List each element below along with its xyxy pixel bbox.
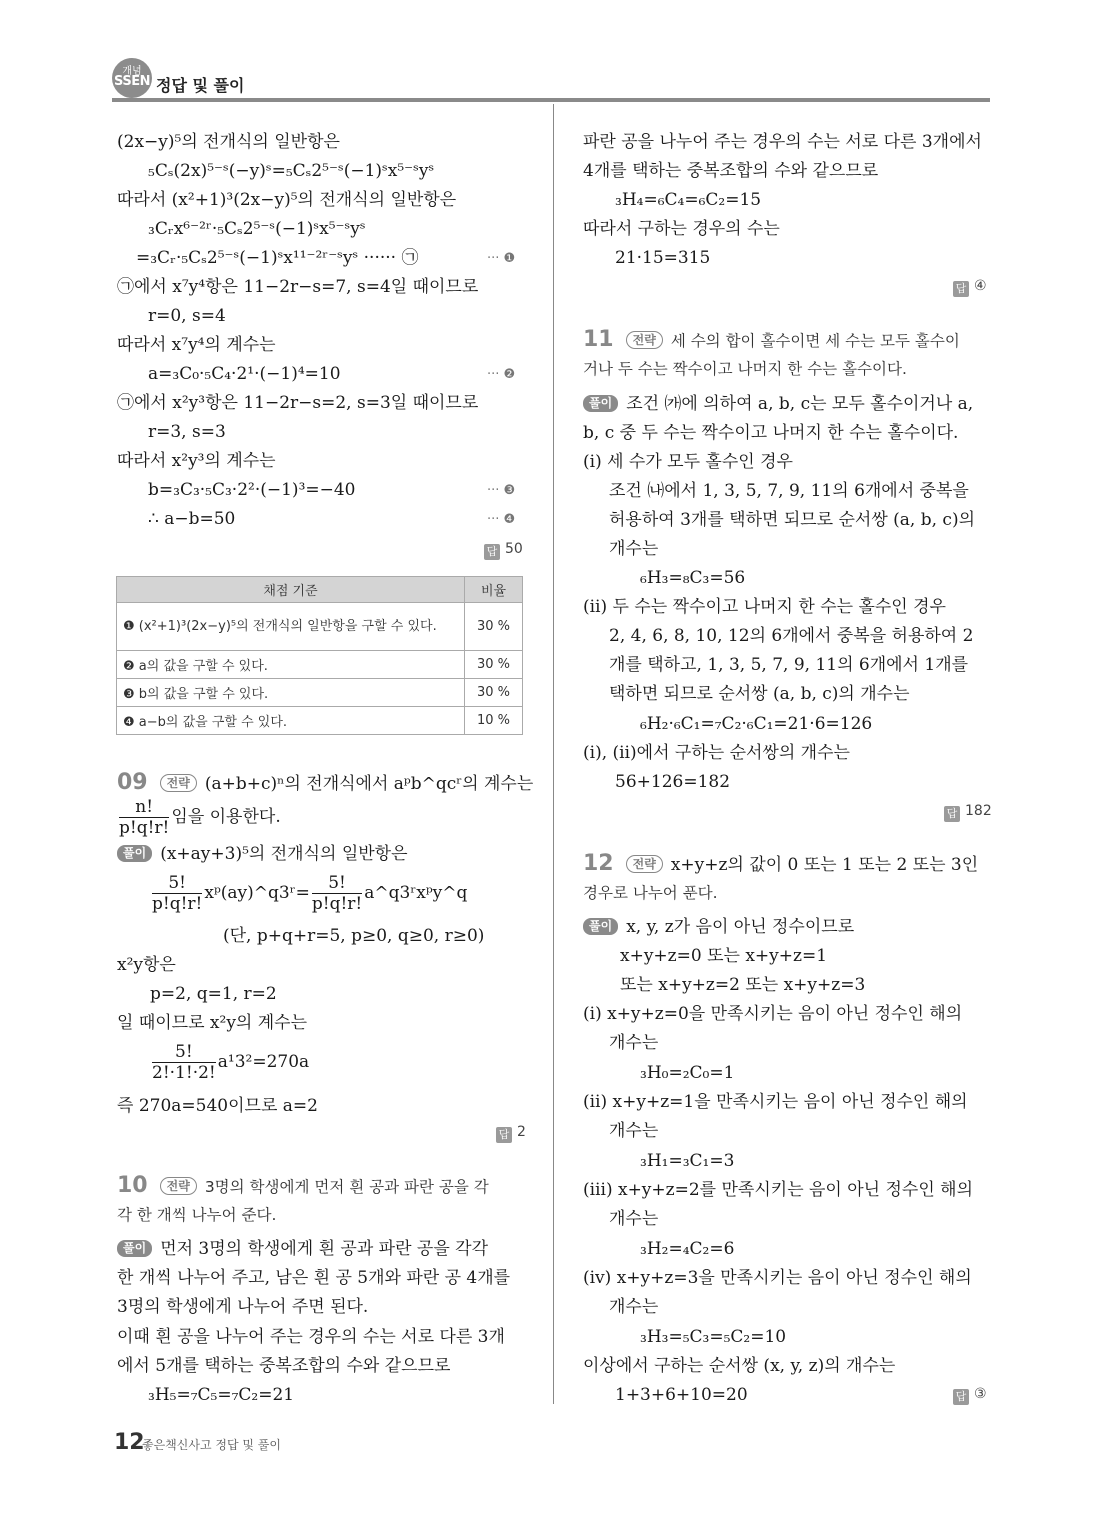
solution-tag: 풀이 bbox=[117, 1240, 152, 1257]
table-row bbox=[117, 651, 523, 679]
problem-number: 09 bbox=[117, 770, 148, 795]
problem-number: 11 bbox=[583, 327, 614, 352]
strategy-text: 세 수의 합이 홀수이면 세 수는 모두 홀수이 bbox=[670, 332, 960, 350]
solution-text: x²y항은 bbox=[117, 955, 176, 975]
table-header: 비율 bbox=[465, 577, 523, 603]
equation: ₆H₂·₆C₁=₇C₂·₆C₁=21·6=126 bbox=[640, 714, 873, 734]
strategy-tag: 전략 bbox=[626, 855, 663, 873]
equation: ₃Cᵣx⁶⁻²ʳ·₅Cₛ2⁵⁻ˢ(−1)ˢx⁵⁻ˢyˢ bbox=[148, 219, 366, 239]
equation: ₃H₁=₃C₁=3 bbox=[640, 1151, 735, 1171]
table-cell: 30 % bbox=[465, 679, 523, 707]
equation: ₆H₃=₈C₃=56 bbox=[640, 568, 746, 588]
strategy-tag: 전략 bbox=[160, 1177, 197, 1195]
strategy-text: 경우로 나누어 푼다. bbox=[583, 884, 718, 902]
answer-icon: 답 bbox=[484, 544, 500, 560]
solution-tag: 풀이 bbox=[583, 918, 618, 935]
equation: r=0, s=4 bbox=[148, 306, 226, 326]
answer-value: ④ bbox=[974, 278, 987, 294]
answer-09 bbox=[496, 1124, 526, 1143]
step-marker: ··· ❶ bbox=[487, 251, 516, 266]
column-divider bbox=[553, 104, 554, 1404]
solution-line bbox=[117, 843, 408, 865]
solution-text: 택하면 되므로 순서쌍 (a, b, c)의 개수는 bbox=[609, 684, 910, 704]
header-rule bbox=[112, 98, 990, 102]
equation: a=₃C₀·₅C₄·2¹·(−1)⁴=10 bbox=[148, 364, 341, 384]
table-cell: 30 % bbox=[465, 651, 523, 679]
solution-text: 개수는 bbox=[609, 539, 659, 559]
table-header: 채점 기준 bbox=[117, 577, 465, 603]
solution-text: 먼저 3명의 학생에게 흰 공과 파란 공을 각각 bbox=[160, 1239, 489, 1259]
strategy-text: 임을 이용한다. bbox=[171, 807, 281, 827]
strategy-text: 각 한 개씩 나누어 준다. bbox=[117, 1206, 277, 1224]
solution-text: 에서 5개를 택하는 중복조합의 수와 같으므로 bbox=[117, 1356, 451, 1376]
equation: ₃H₀=₂C₀=1 bbox=[640, 1063, 735, 1083]
brand-logo bbox=[112, 58, 152, 98]
footer-text: 좋은책신사고 정답 및 풀이 bbox=[142, 1438, 281, 1452]
solution-tag: 풀이 bbox=[583, 395, 618, 412]
step-marker: ··· ❸ bbox=[487, 483, 516, 498]
problem-number: 12 bbox=[583, 851, 614, 876]
text-line: 따라서 x⁷y⁴의 계수는 bbox=[117, 335, 276, 355]
denominator: p!q!r! bbox=[311, 894, 363, 914]
solution-text: 4개를 택하는 중복조합의 수와 같으므로 bbox=[583, 161, 879, 181]
solution-text: 일 때이므로 x²y의 계수는 bbox=[117, 1013, 308, 1033]
answer-12 bbox=[953, 1386, 987, 1405]
equation: ₃H₃=₅C₃=₅C₂=10 bbox=[640, 1327, 787, 1347]
solution-text: (ⅰ), (ⅱ)에서 구하는 순서쌍의 개수는 bbox=[583, 743, 850, 763]
equation: 1+3+6+10=20 bbox=[615, 1385, 748, 1405]
text-line: ㉠에서 x²y³항은 11−2r−s=2, s=3일 때이므로 bbox=[117, 393, 479, 413]
answer-icon: 답 bbox=[953, 281, 969, 297]
strategy-tag: 전략 bbox=[626, 331, 663, 349]
numerator: n! bbox=[119, 797, 169, 818]
equation: p=2, q=1, r=2 bbox=[150, 984, 277, 1004]
denominator: 2!·1!·2! bbox=[152, 1063, 216, 1083]
table-cell: ❸ b의 값을 구할 수 있다. bbox=[117, 679, 465, 707]
strategy-text: 거나 두 수는 짝수이고 나머지 한 수는 홀수이다. bbox=[583, 360, 907, 378]
equation bbox=[150, 1042, 309, 1083]
strategy-line bbox=[583, 853, 978, 876]
fraction bbox=[152, 873, 202, 914]
equation-part: a^q3ʳxᵖy^q bbox=[364, 883, 468, 903]
answer-11 bbox=[944, 803, 992, 822]
answer-icon: 답 bbox=[953, 1389, 969, 1405]
table-row bbox=[117, 603, 523, 651]
equation: b=₃C₃·₅C₃·2²·(−1)³=−40 bbox=[148, 480, 356, 500]
denominator: p!q!r! bbox=[152, 894, 203, 914]
solution-text: 한 개씩 나누어 주고, 남은 흰 공 5개와 파란 공 4개를 bbox=[117, 1268, 511, 1288]
table-cell: 30 % bbox=[465, 603, 523, 651]
solution-text: 조건 ㈏에서 1, 3, 5, 7, 9, 11의 6개에서 중복을 bbox=[609, 481, 969, 501]
solution-text: 2, 4, 6, 8, 10, 12의 6개에서 중복을 허용하여 2 bbox=[609, 626, 974, 646]
strategy-text: x+y+z의 값이 0 또는 1 또는 2 또는 3인 bbox=[670, 855, 979, 875]
strategy-tag: 전략 bbox=[160, 774, 197, 792]
case-heading: (ⅲ) x+y+z=2를 만족시키는 음이 아닌 정수인 해의 bbox=[583, 1180, 974, 1200]
answer-10 bbox=[953, 278, 987, 297]
solution-text: x, y, z가 음이 아닌 정수이므로 bbox=[626, 917, 855, 937]
strategy-line bbox=[117, 797, 281, 838]
solution-text: 따라서 구하는 경우의 수는 bbox=[583, 219, 780, 239]
strategy-line bbox=[117, 772, 533, 795]
logo-line1: 개념 bbox=[122, 66, 142, 77]
denominator: p!q!r! bbox=[119, 818, 170, 838]
text-line: ㉠에서 x⁷y⁴항은 11−2r−s=7, s=4일 때이므로 bbox=[117, 277, 479, 297]
solution-line bbox=[583, 916, 854, 938]
solution-text: 허용하여 3개를 택하면 되므로 순서쌍 (a, b, c)의 bbox=[609, 510, 976, 530]
fraction bbox=[312, 873, 362, 914]
table-cell: ❹ a−b의 값을 구할 수 있다. bbox=[117, 707, 465, 735]
strategy-line bbox=[117, 1175, 489, 1198]
equation: ₃H₄=₆C₄=₆C₂=15 bbox=[615, 190, 762, 210]
equation: 또는 x+y+z=2 또는 x+y+z=3 bbox=[620, 975, 866, 995]
solution-tag: 풀이 bbox=[117, 845, 152, 862]
answer-value: ③ bbox=[974, 1386, 987, 1402]
equation: ∴ a−b=50 bbox=[148, 509, 236, 529]
step-marker: ··· ❹ bbox=[487, 512, 516, 527]
numerator: 5! bbox=[152, 873, 202, 894]
solution-text: 개수는 bbox=[609, 1121, 659, 1141]
strategy-line bbox=[583, 329, 960, 352]
equation: =₃Cᵣ·₅Cₛ2⁵⁻ˢ(−1)ˢx¹¹⁻²ʳ⁻ˢyˢ ······ ㉠ bbox=[136, 248, 419, 268]
table-cell: 10 % bbox=[465, 707, 523, 735]
equation: ₃H₅=₇C₅=₇C₂=21 bbox=[148, 1385, 295, 1405]
condition: (단, p+q+r=5, p≥0, q≥0, r≥0) bbox=[223, 926, 485, 946]
equation: ₅Cₛ(2x)⁵⁻ˢ(−y)ˢ=₅Cₛ2⁵⁻ˢ(−1)ˢx⁵⁻ˢyˢ bbox=[148, 161, 435, 181]
solution-line bbox=[117, 1238, 488, 1260]
solution-text: b, c 중 두 수는 짝수이고 나머지 한 수는 홀수이다. bbox=[583, 423, 959, 443]
solution-line bbox=[583, 393, 973, 415]
solution-text: 개수는 bbox=[609, 1033, 659, 1053]
answer-icon: 답 bbox=[944, 806, 960, 822]
answer-08 bbox=[484, 541, 523, 560]
page-title: 정답 및 풀이 bbox=[156, 76, 245, 95]
strategy-text: (a+b+c)ⁿ의 전개식에서 aᵖb^qcʳ의 계수는 bbox=[204, 774, 534, 794]
logo-line2: SSEN bbox=[114, 74, 150, 89]
page-number: 12 bbox=[114, 1430, 145, 1455]
equation: r=3, s=3 bbox=[148, 422, 226, 442]
solution-text: 개를 택하고, 1, 3, 5, 7, 9, 11의 6개에서 1개를 bbox=[609, 655, 969, 675]
equation: x+y+z=0 또는 x+y+z=1 bbox=[620, 946, 828, 966]
table-row bbox=[117, 679, 523, 707]
solution-text: (x+ay+3)⁵의 전개식의 일반항은 bbox=[160, 844, 408, 864]
strategy-text: 3명의 학생에게 먼저 흰 공과 파란 공을 각 bbox=[204, 1178, 489, 1196]
solution-text: 조건 ㈎에 의하여 a, b, c는 모두 홀수이거나 a, bbox=[626, 394, 974, 414]
numerator: 5! bbox=[152, 1042, 216, 1063]
answer-value: 50 bbox=[505, 541, 523, 557]
text-line: 따라서 x²y³의 계수는 bbox=[117, 451, 276, 471]
solution-text: 개수는 bbox=[609, 1297, 659, 1317]
equation: 56+126=182 bbox=[615, 772, 731, 792]
solution-text: 개수는 bbox=[609, 1209, 659, 1229]
solution-text: 이때 흰 공을 나누어 주는 경우의 수는 서로 다른 3개 bbox=[117, 1327, 505, 1347]
text-line: (2x−y)⁵의 전개식의 일반항은 bbox=[117, 132, 340, 152]
fraction bbox=[119, 797, 169, 838]
text-line: 따라서 (x²+1)³(2x−y)⁵의 전개식의 일반항은 bbox=[117, 190, 457, 210]
table-cell: ❶ (x²+1)³(2x−y)⁵의 전개식의 일반항을 구할 수 있다. bbox=[117, 603, 465, 651]
equation-part: xᵖ(ay)^q3ʳ= bbox=[204, 883, 310, 903]
equation bbox=[150, 873, 467, 914]
answer-value: 182 bbox=[965, 803, 992, 819]
fraction bbox=[152, 1042, 216, 1083]
case-heading: (ⅳ) x+y+z=3을 만족시키는 음이 아닌 정수인 해의 bbox=[583, 1268, 972, 1288]
step-marker: ··· ❷ bbox=[487, 367, 516, 382]
equation: 21·15=315 bbox=[615, 248, 711, 268]
equation-part: a¹3²=270a bbox=[217, 1052, 310, 1072]
table-cell: ❷ a의 값을 구할 수 있다. bbox=[117, 651, 465, 679]
table-row bbox=[117, 707, 523, 735]
answer-value: 2 bbox=[517, 1124, 526, 1140]
case-heading: (ⅰ) x+y+z=0을 만족시키는 음이 아닌 정수인 해의 bbox=[583, 1004, 963, 1024]
case-heading: (ⅱ) 두 수는 짝수이고 나머지 한 수는 홀수인 경우 bbox=[583, 597, 946, 617]
equation: ₃H₂=₄C₂=6 bbox=[640, 1239, 735, 1259]
solution-text: 파란 공을 나누어 주는 경우의 수는 서로 다른 3개에서 bbox=[583, 132, 982, 152]
problem-number: 10 bbox=[117, 1173, 148, 1198]
numerator: 5! bbox=[312, 873, 362, 894]
case-heading: (ⅰ) 세 수가 모두 홀수인 경우 bbox=[583, 452, 793, 472]
scoring-table bbox=[116, 576, 523, 735]
solution-text: 3명의 학생에게 나누어 주면 된다. bbox=[117, 1297, 369, 1317]
answer-icon: 답 bbox=[496, 1127, 512, 1143]
solution-text: 이상에서 구하는 순서쌍 (x, y, z)의 개수는 bbox=[583, 1356, 896, 1376]
solution-text: 즉 270a=540이므로 a=2 bbox=[117, 1096, 318, 1116]
case-heading: (ⅱ) x+y+z=1을 만족시키는 음이 아닌 정수인 해의 bbox=[583, 1092, 968, 1112]
